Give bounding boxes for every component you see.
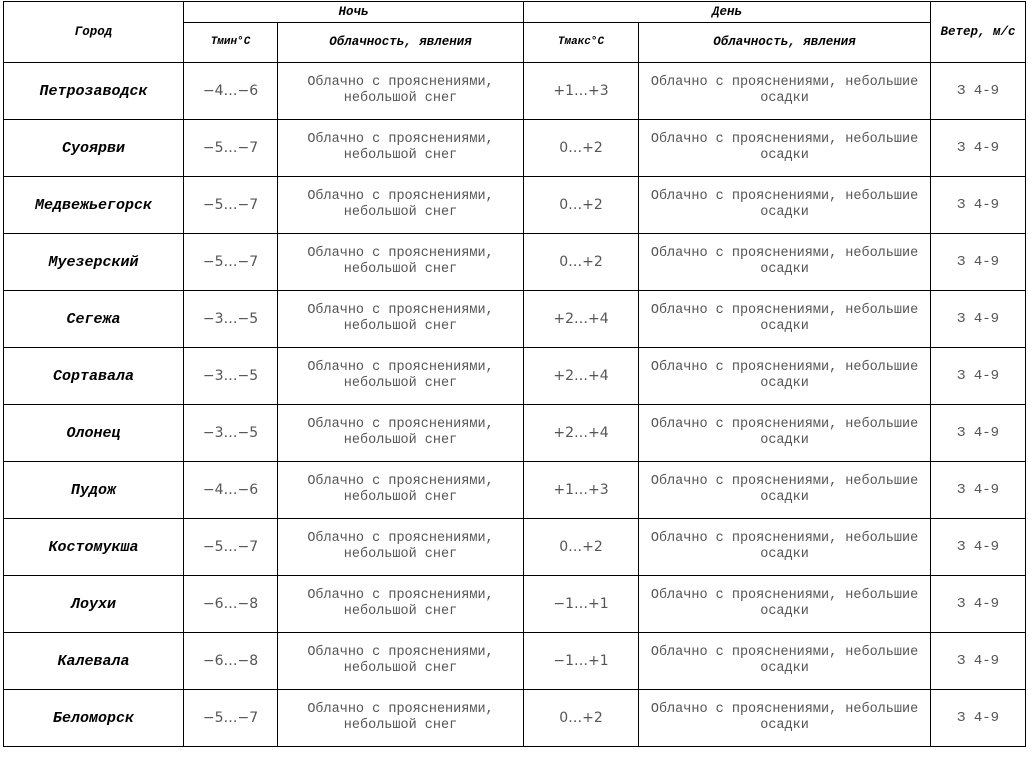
day-conditions-cell: Облачно с прояснениями, небольшие осадки [639, 462, 931, 519]
tmin-cell: −3…−5 [184, 291, 278, 348]
tmin-cell: −3…−5 [184, 348, 278, 405]
header-tmin: Тмин°С [184, 23, 278, 63]
day-conditions-cell: Облачно с прояснениями, небольшие осадки [639, 63, 931, 120]
wind-cell: З 4-9 [931, 405, 1026, 462]
table-header [4, 2, 1026, 63]
night-conditions-cell: Облачно с прояснениями, небольшой снег [278, 576, 524, 633]
night-conditions-cell: Облачно с прояснениями, небольшой снег [278, 462, 524, 519]
day-conditions-cell: Облачно с прояснениями, небольшие осадки [639, 405, 931, 462]
city-cell: Олонец [4, 405, 184, 462]
tmax-cell: +1…+3 [524, 462, 639, 519]
header-group-row [4, 2, 1026, 23]
wind-cell: З 4-9 [931, 462, 1026, 519]
header-tmax: Тмакс°С [524, 23, 639, 63]
wind-cell: З 4-9 [931, 348, 1026, 405]
night-conditions-cell: Облачно с прояснениями, небольшой снег [278, 177, 524, 234]
tmax-cell: 0…+2 [524, 690, 639, 747]
tmax-cell: −1…+1 [524, 633, 639, 690]
city-cell: Калевала [4, 633, 184, 690]
day-conditions-cell: Облачно с прояснениями, небольшие осадки [639, 234, 931, 291]
tmin-cell: −6…−8 [184, 633, 278, 690]
header-city: Город [4, 2, 184, 63]
table-row [4, 177, 1026, 234]
night-conditions-cell: Облачно с прояснениями, небольшой снег [278, 120, 524, 177]
wind-cell: З 4-9 [931, 291, 1026, 348]
city-cell: Сегежа [4, 291, 184, 348]
header-day: День [524, 2, 931, 23]
table-row [4, 348, 1026, 405]
table-row [4, 63, 1026, 120]
wind-cell: З 4-9 [931, 234, 1026, 291]
wind-cell: З 4-9 [931, 63, 1026, 120]
table-row [4, 690, 1026, 747]
city-cell: Сортавала [4, 348, 184, 405]
tmin-cell: −4…−6 [184, 63, 278, 120]
tmin-cell: −5…−7 [184, 690, 278, 747]
header-night: Ночь [184, 2, 524, 23]
table-row [4, 234, 1026, 291]
tmax-cell: 0…+2 [524, 234, 639, 291]
tmax-cell: +2…+4 [524, 405, 639, 462]
table-row [4, 405, 1026, 462]
tmin-cell: −5…−7 [184, 120, 278, 177]
table-row [4, 120, 1026, 177]
city-cell: Беломорск [4, 690, 184, 747]
wind-cell: З 4-9 [931, 177, 1026, 234]
day-conditions-cell: Облачно с прояснениями, небольшие осадки [639, 177, 931, 234]
table-body [4, 63, 1026, 747]
night-conditions-cell: Облачно с прояснениями, небольшой снег [278, 690, 524, 747]
city-cell: Пудож [4, 462, 184, 519]
night-conditions-cell: Облачно с прояснениями, небольшой снег [278, 633, 524, 690]
tmax-cell: +1…+3 [524, 63, 639, 120]
table-row [4, 291, 1026, 348]
tmin-cell: −6…−8 [184, 576, 278, 633]
city-cell: Муезерский [4, 234, 184, 291]
day-conditions-cell: Облачно с прояснениями, небольшие осадки [639, 120, 931, 177]
tmin-cell: −3…−5 [184, 405, 278, 462]
tmax-cell: 0…+2 [524, 177, 639, 234]
wind-cell: З 4-9 [931, 576, 1026, 633]
night-conditions-cell: Облачно с прояснениями, небольшой снег [278, 291, 524, 348]
day-conditions-cell: Облачно с прояснениями, небольшие осадки [639, 291, 931, 348]
day-conditions-cell: Облачно с прояснениями, небольшие осадки [639, 348, 931, 405]
header-wind: Ветер, м/с [931, 2, 1026, 63]
tmax-cell: +2…+4 [524, 291, 639, 348]
wind-cell: З 4-9 [931, 120, 1026, 177]
tmin-cell: −5…−7 [184, 519, 278, 576]
night-conditions-cell: Облачно с прояснениями, небольшой снег [278, 405, 524, 462]
table-row [4, 576, 1026, 633]
tmin-cell: −5…−7 [184, 234, 278, 291]
table-row [4, 633, 1026, 690]
tmax-cell: −1…+1 [524, 576, 639, 633]
wind-cell: З 4-9 [931, 519, 1026, 576]
wind-cell: З 4-9 [931, 633, 1026, 690]
tmax-cell: 0…+2 [524, 120, 639, 177]
day-conditions-cell: Облачно с прояснениями, небольшие осадки [639, 576, 931, 633]
day-conditions-cell: Облачно с прояснениями, небольшие осадки [639, 633, 931, 690]
night-conditions-cell: Облачно с прояснениями, небольшой снег [278, 519, 524, 576]
tmin-cell: −5…−7 [184, 177, 278, 234]
night-conditions-cell: Облачно с прояснениями, небольшой снег [278, 348, 524, 405]
city-cell: Петрозаводск [4, 63, 184, 120]
city-cell: Лоухи [4, 576, 184, 633]
day-conditions-cell: Облачно с прояснениями, небольшие осадки [639, 690, 931, 747]
tmax-cell: +2…+4 [524, 348, 639, 405]
day-conditions-cell: Облачно с прояснениями, небольшие осадки [639, 519, 931, 576]
city-cell: Суоярви [4, 120, 184, 177]
city-cell: Костомукша [4, 519, 184, 576]
header-day-clouds: Облачность, явления [639, 23, 931, 63]
header-night-clouds: Облачность, явления [278, 23, 524, 63]
wind-cell: З 4-9 [931, 690, 1026, 747]
tmax-cell: 0…+2 [524, 519, 639, 576]
table-row [4, 519, 1026, 576]
city-cell: Медвежьегорск [4, 177, 184, 234]
night-conditions-cell: Облачно с прояснениями, небольшой снег [278, 234, 524, 291]
tmin-cell: −4…−6 [184, 462, 278, 519]
night-conditions-cell: Облачно с прояснениями, небольшой снег [278, 63, 524, 120]
forecast-table [3, 1, 1026, 747]
table-row [4, 462, 1026, 519]
